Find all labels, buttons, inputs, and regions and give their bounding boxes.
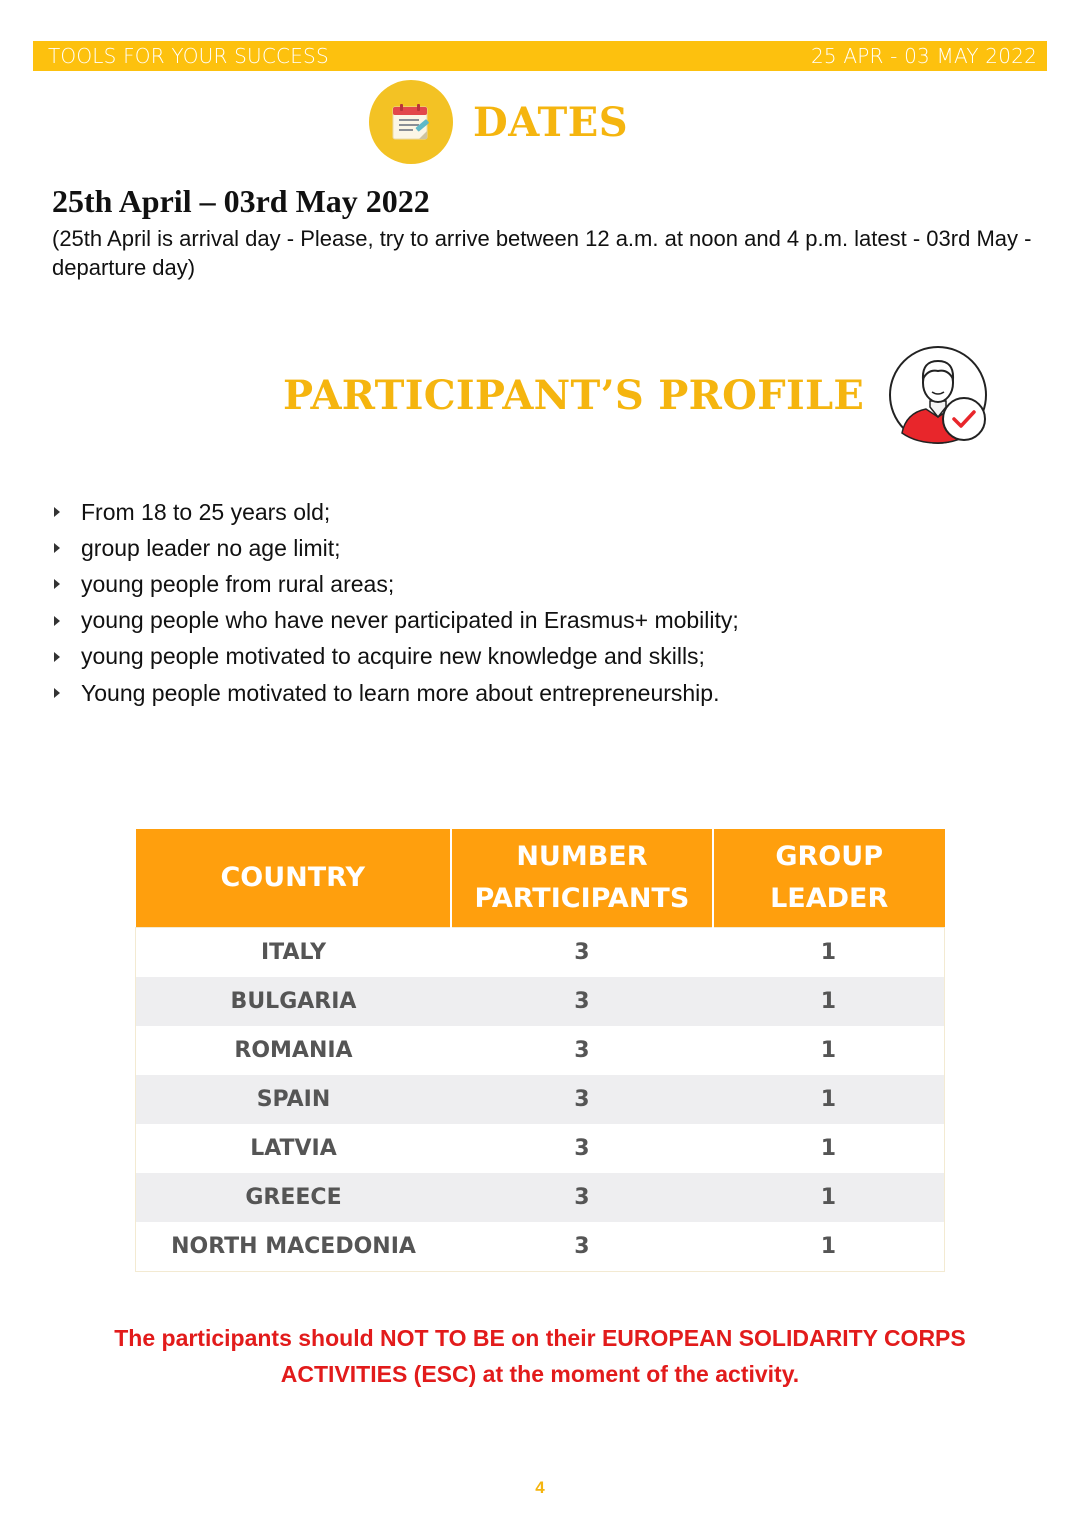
table-header-row: [136, 829, 945, 928]
date-range: 25th April – 03rd May 2022: [52, 183, 430, 219]
bullet-arrow-icon: [54, 543, 60, 553]
table-row: LATVIA 3 1: [136, 1124, 945, 1173]
table-row: GREECE 3 1: [136, 1173, 945, 1222]
page-number: 4: [535, 1478, 545, 1497]
table-row: ROMANIA 3 1: [136, 1026, 945, 1075]
header-title: TOOLS FOR YOUR SUCCESS: [48, 44, 329, 68]
person-check-icon: [888, 345, 988, 445]
date-note: (25th April is arrival day - Please, try to arrive between 12 a.m. at noon and 4 p.m. latest - 03rd May - departure day): [52, 226, 1032, 280]
column-header-participants: NUMBER PARTICIPANTS: [451, 829, 713, 928]
participants-table: [135, 829, 945, 1272]
list-item: From 18 to 25 years old;: [52, 494, 739, 530]
bullet-arrow-icon: [54, 507, 60, 517]
warning-line-2: ACTIVITIES (ESC) at the moment of the activity.: [280, 1361, 800, 1387]
warning-line-1: The participants should NOT TO BE on their EUROPEAN SOLIDARITY CORPS: [114, 1325, 966, 1351]
list-item: young people from rural areas;: [52, 566, 739, 602]
bullet-arrow-icon: [54, 652, 60, 662]
list-item: young people who have never participated in Erasmus+ mobility;: [52, 603, 739, 639]
profile-list: [52, 494, 739, 711]
column-header-country: COUNTRY: [136, 829, 451, 928]
header-dates: 25 APR - 03 MAY 2022: [810, 44, 1037, 68]
header-bar: [33, 41, 1047, 71]
dates-title: DATES: [473, 98, 629, 146]
list-item: Young people motivated to learn more about entrepreneurship.: [52, 675, 739, 711]
table-row: NORTH MACEDONIA 3 1: [136, 1222, 945, 1272]
bullet-arrow-icon: [54, 616, 60, 626]
dates-heading: [369, 80, 628, 164]
list-item: young people motivated to acquire new knowledge and skills;: [52, 639, 739, 675]
bullet-arrow-icon: [54, 688, 60, 698]
table-row: SPAIN 3 1: [136, 1075, 945, 1124]
list-item: group leader no age limit;: [52, 530, 739, 566]
bullet-arrow-icon: [54, 579, 60, 589]
table-row: BULGARIA 3 1: [136, 977, 945, 1026]
profile-title: PARTICIPANT’S PROFILE: [283, 371, 865, 419]
esc-warning: [40, 1320, 1040, 1392]
table-row: ITALY 3 1: [136, 928, 945, 978]
profile-heading: [283, 345, 988, 445]
calendar-icon: [369, 80, 453, 164]
column-header-group-leader: GROUP LEADER: [713, 829, 945, 928]
